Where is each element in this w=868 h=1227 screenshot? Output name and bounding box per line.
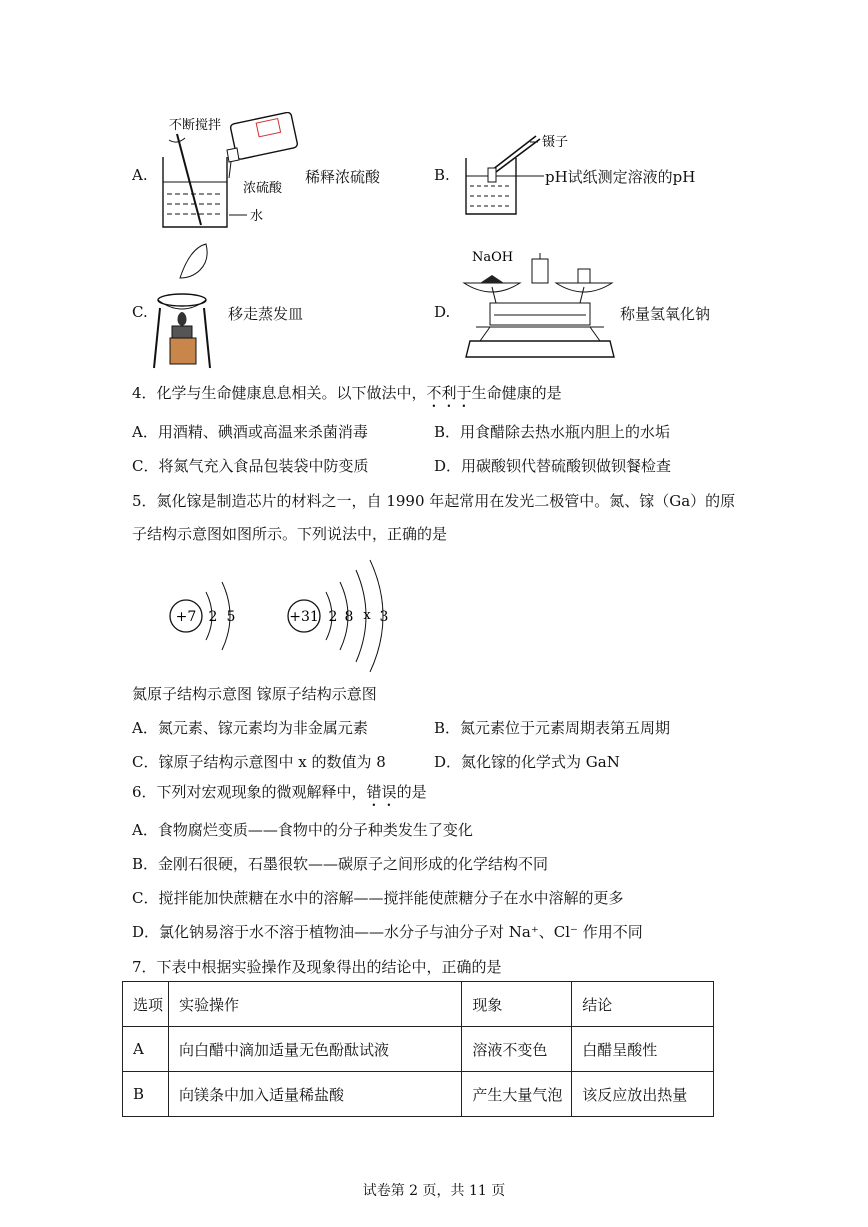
evaporating-dish-figure bbox=[150, 240, 220, 372]
table-header-cell: 选项 bbox=[123, 982, 169, 1027]
q3-option-b-caption: pH试纸测定溶液的pH bbox=[545, 168, 696, 186]
q5-option-d: D．氮化镓的化学式为 GaN bbox=[434, 753, 620, 771]
q4-option-a: A．用酒精、碘酒或高温来杀菌消毒 bbox=[132, 423, 368, 441]
q4-option-b: B．用食醋除去热水瓶内胆上的水垢 bbox=[434, 423, 671, 441]
q4-stem: 4．化学与生命健康息息相关。以下做法中，不利于生命健康的是 bbox=[132, 384, 562, 402]
q5-option-c: C．镓原子结构示意图中 x 的数值为 8 bbox=[132, 753, 386, 771]
q6-option-c: C．搅拌能加快蔗糖在水中的溶解——搅拌能使蔗糖分子在水中溶解的更多 bbox=[132, 889, 624, 907]
ga-shell-4: 3 bbox=[379, 609, 389, 625]
atom-structure-diagrams bbox=[160, 552, 400, 672]
acid-label: 浓硫酸 bbox=[243, 181, 283, 196]
q7-stem: 7．下表中根据实验操作及现象得出的结论中，正确的是 bbox=[132, 958, 502, 976]
table-row bbox=[123, 1072, 714, 1117]
q3-option-c-caption: 移走蒸发皿 bbox=[228, 305, 304, 323]
q5-option-b: B．氮元素位于元素周期表第五周期 bbox=[434, 719, 671, 737]
q4-emphasis: 不利于 bbox=[426, 384, 472, 402]
dilute-sulfuric-acid-figure bbox=[155, 112, 315, 234]
ga-shell-1: 2 bbox=[328, 609, 338, 625]
table-cell: 该反应放出热量 bbox=[572, 1072, 714, 1117]
table-cell: 向镁条中加入适量稀盐酸 bbox=[168, 1072, 461, 1117]
table-header-row bbox=[123, 982, 714, 1027]
n-nucleus: +7 bbox=[175, 609, 197, 625]
q5-figure-caption: 氮原子结构示意图 镓原子结构示意图 bbox=[132, 685, 377, 703]
q3-option-b-letter: B. bbox=[434, 166, 450, 184]
q6-option-a: A．食物腐烂变质——食物中的分子种类发生了变化 bbox=[132, 821, 473, 839]
page-footer: 试卷第 2 页，共 11 页 bbox=[362, 1183, 506, 1199]
table-cell: 产生大量气泡 bbox=[462, 1072, 572, 1117]
q3-option-c-letter: C. bbox=[132, 303, 148, 321]
table-header-cell: 结论 bbox=[572, 982, 714, 1027]
q4-option-c: C．将氮气充入食品包装袋中防变质 bbox=[132, 457, 369, 475]
q5-option-a: A．氮元素、镓元素均为非金属元素 bbox=[132, 719, 368, 737]
table-cell: 向白醋中滴加适量无色酚酞试液 bbox=[168, 1027, 461, 1072]
q5-stem-line2: 子结构示意图如图所示。下列说法中，正确的是 bbox=[132, 525, 448, 543]
table-header-cell: 实验操作 bbox=[168, 982, 461, 1027]
q6-option-b: B．金刚石很硬，石墨很软——碳原子之间形成的化学结构不同 bbox=[132, 855, 549, 873]
naoh-label: NaOH bbox=[472, 250, 514, 265]
q4-option-d: D．用碳酸钡代替硫酸钡做钡餐检查 bbox=[434, 457, 672, 475]
table-header-cell: 现象 bbox=[462, 982, 572, 1027]
q3-option-d-letter: D. bbox=[434, 303, 451, 321]
table-cell: A bbox=[123, 1027, 169, 1072]
ga-shell-3: x bbox=[363, 608, 371, 623]
q6-option-d: D．氯化钠易溶于水不溶于植物油——水分子与油分子对 Na⁺、Cl⁻ 作用不同 bbox=[132, 923, 643, 941]
n-shell-1: 2 bbox=[208, 609, 218, 625]
ga-nucleus: +31 bbox=[289, 609, 319, 625]
table-cell: 白醋呈酸性 bbox=[572, 1027, 714, 1072]
stir-label: 不断搅拌 bbox=[169, 118, 222, 133]
q3-option-a-letter: A. bbox=[132, 166, 148, 184]
q5-stem-line1: 5．氮化镓是制造芯片的材料之一，自 1990 年起常用在发光二极管中。氮、镓（Ga）的原 bbox=[132, 492, 736, 510]
ga-shell-2: 8 bbox=[344, 609, 354, 625]
q3-option-a-caption: 稀释浓硫酸 bbox=[305, 168, 381, 186]
q6-stem: 6．下列对宏观现象的微观解释中，错误的是 bbox=[132, 783, 427, 801]
table-cell: 溶液不变色 bbox=[462, 1027, 572, 1072]
q3-option-d-caption: 称量氢氧化钠 bbox=[620, 305, 711, 323]
table-row bbox=[123, 1027, 714, 1072]
n-shell-2: 5 bbox=[226, 609, 236, 625]
tweezers-label: 镊子 bbox=[542, 135, 569, 150]
table-cell: B bbox=[123, 1072, 169, 1117]
q6-emphasis: 错误 bbox=[366, 783, 397, 801]
q7-table bbox=[122, 981, 714, 1117]
water-label: 水 bbox=[250, 209, 264, 224]
balance-figure bbox=[460, 245, 620, 370]
